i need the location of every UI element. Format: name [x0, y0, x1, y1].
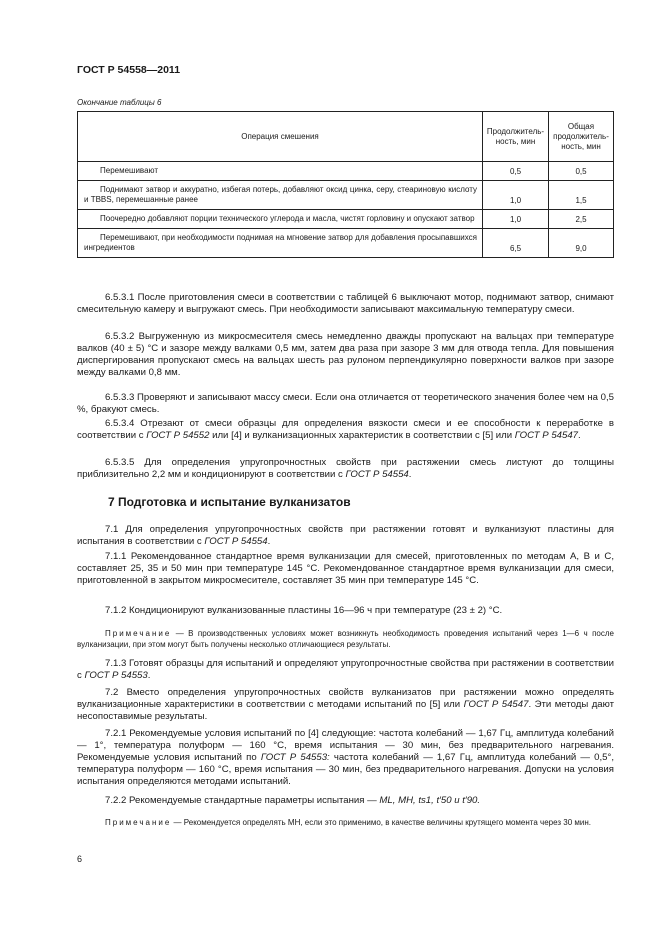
table-row	[78, 162, 614, 181]
paragraph-713: 7.1.3 Готовят образцы для испытаний и определяют упругопрочностные свойства при растяжении в соответствии с ГОСТ Р 54553.	[77, 658, 614, 681]
paragraph-711: 7.1.1 Рекомендованное стандартное время вулканизации для смесей, приготовленных по методам А, В и С, составляет 25, 35 и 50 мин при температуре 145 °С. Рекомендованное стандартное время вулканизации для смеси, приготовленной в закрытом микросмесителе, составляет 35 мин при температуре 145 °С.	[77, 551, 614, 586]
ref-gost-54554: ГОСТ Р 54554	[204, 536, 268, 547]
mixing-table	[77, 111, 614, 258]
note-2: Примечание — Рекомендуется определять MH, если это применимо, в качестве величины крутящего момента через 30 мин.	[105, 818, 592, 827]
paragraph-71: 7.1 Для определения упругопрочностных свойств при растяжении готовят и вулканизуют пластины для испытания в соответствии с ГОСТ Р 54554.	[77, 524, 614, 547]
table-cell-total: 0,5	[549, 162, 614, 181]
table-cell-dur: 1,0	[483, 210, 549, 229]
table-cell-total: 9,0	[549, 229, 614, 258]
table-cell-op: Поочередно добавляют порции технического углерода и масла, чистят горловину и опускают затвор	[78, 210, 483, 229]
table-row	[78, 181, 614, 210]
paragraph-722: 7.2.2 Рекомендуемые стандартные параметры испытания — ML, MH, ts1, t′50 и t′90.	[105, 795, 481, 806]
section-title: 7 Подготовка и испытание вулканизатов	[108, 495, 351, 509]
ref-gost-54547: ГОСТ Р 54547	[514, 430, 579, 441]
table-cell-op: Перемешивают, при необходимости поднимая на мгновение затвор для добавления просыпавшихся ингредиентов	[78, 229, 483, 258]
paragraph-721: 7.2.1 Рекомендуемые условия испытаний по [4] следующие: частота колебаний — 1,67 Гц, амплитуда колебаний — 1°, температура полуформ — 160 °С, время испытания — 30 мин, без предварительного нагревания. Рекомендуемые условия испытаний по ГОСТ Р 54553: частота колебаний — 1,67 Гц, амплитуда колебаний — 0,5°, температура полуформ — 160 °С, время испытания — 30 мин, без предварительного нагревания. Допуски на условия испытания определяются методами испытаний.	[77, 728, 615, 787]
col-duration: Продолжитель-ность, мин	[483, 112, 549, 162]
ref-gost-54553: ГОСТ Р 54553	[84, 670, 148, 681]
paragraph-6535: 6.5.3.5 Для определения упругопрочностных свойств при растяжении смесь листуют до толщины приблизительно 2,2 мм и кондиционируют в соответствии с ГОСТ Р 54554.	[77, 457, 614, 480]
page-number: 6	[77, 854, 83, 864]
table-cell-total: 1,5	[549, 181, 614, 210]
col-total: Общая продолжитель-ность, мин	[549, 112, 614, 162]
paragraph-72: 7.2 Вместо определения упругопрочностных свойств вулканизатов при растяжении можно определять вулканизационные характеристики в соответствии с методами испытаний по [5] или ГОСТ Р 54547. Эти методы дают несопоставимые результаты.	[77, 687, 615, 722]
paragraph-712: 7.1.2 Кондиционируют вулканизованные пластины 16—96 ч при температуре (23 ± 2) °С.	[105, 605, 503, 616]
ref-gost-54552: ГОСТ Р 54552	[146, 430, 210, 441]
paragraph-6534: 6.5.3.4 Отрезают от смеси образцы для определения вязкости смеси и ее способности к переработке в соответствии с ГОСТ Р 54552 или [4] и вулканизационных характеристик в соответствии с [5] или ГОСТ Р 54547.	[77, 418, 614, 441]
paragraph-6532: 6.5.3.2 Выгруженную из микросмесителя смесь немедленно дважды пропускают на вальцах при температуре валков (40 ± 5) °С и зазоре между валками 0,5 мм, затем два раза при зазоре 3 мм для отвода тепла. Для повышения диспергирования пропускают смесь на вальцах шесть раз рулоном перпендикулярно поверхности валков при зазоре между валками 0,8 мм.	[77, 331, 614, 378]
table-row	[78, 210, 614, 229]
test-parameters: ML, MH, ts1, t′50 и t′90.	[379, 795, 481, 806]
table-cell-dur: 1,0	[483, 181, 549, 210]
table-cell-dur: 0,5	[483, 162, 549, 181]
table-cell-total: 2,5	[549, 210, 614, 229]
note-1: Примечание — В производственных условиях может возникнуть необходимость проведения испытаний через 1—6 ч после вулканизации, при этом могут быть получены несколько отличающиеся результаты.	[77, 629, 614, 649]
table-cell-op: Перемешивают	[78, 162, 483, 181]
paragraph-6531: 6.5.3.1 После приготовления смеси в соответствии с таблицей 6 выключают мотор, поднимают затвор, снимают смесительную камеру и выгружают смесь. При необходимости записывают максимальную температуру смеси.	[77, 292, 614, 315]
ref-gost-54547: ГОСТ Р 54547	[463, 699, 529, 710]
ref-gost-54554: ГОСТ Р 54554	[345, 469, 409, 480]
table-cell-op: Поднимают затвор и аккуратно, избегая потерь, добавляют оксид цинка, серу, стеариновую кислоту и TBBS, перемешанные ранее	[78, 181, 483, 210]
document-header: ГОСТ Р 54558—2011	[77, 64, 181, 76]
col-operation: Операция смешения	[78, 112, 483, 162]
ref-gost-54553: ГОСТ Р 54553:	[260, 752, 330, 763]
table-row	[78, 229, 614, 258]
table-header-row	[78, 112, 614, 162]
paragraph-6533: 6.5.3.3 Проверяют и записывают массу смеси. Если она отличается от теоретического значения более чем на 0,5 %, бракуют смесь.	[77, 392, 614, 415]
table-caption: Окончание таблицы 6	[77, 98, 162, 107]
table-cell-dur: 6,5	[483, 229, 549, 258]
